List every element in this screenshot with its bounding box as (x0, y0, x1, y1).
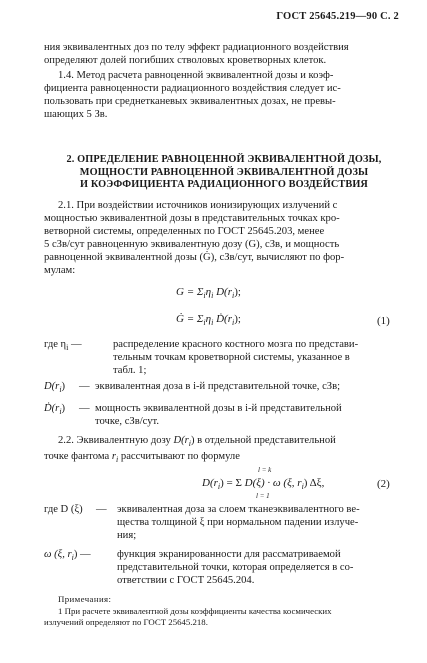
notes-title: Примечания: (58, 594, 112, 604)
formula-g: $G = \Sigma_i\eta_i$ $D(r_i)$; (176, 286, 241, 301)
page-header: ГОСТ 25645.219—90 С. 2 (276, 11, 399, 22)
paragraph-2-2-line2: точке фантома $r_i$ рассчитывают по формуле (44, 451, 240, 465)
d-dot-term: $Ḋ(r_i)$ (44, 403, 66, 417)
formula-dose: $D(r_i) = \Sigma$ D(ξ) · ω (ξ, $r_i$) Δξ, (202, 477, 325, 492)
text-line: 1.4. Метод расчета равноценной эквивалентной дозы и коэф- (58, 70, 334, 81)
sum-lower-limit: l = 1 (256, 492, 270, 500)
heading-line: МОЩНОСТИ РАВНОЦЕННОЙ ЭКВИВАЛЕНТНОЙ ДОЗЫ (79, 166, 369, 178)
text-line: 2.1. При воздействии источников ионизирующих излучений с (58, 200, 338, 211)
text-line: пользовать при среднетканевых эквивалентных дозах, не превы- (44, 96, 336, 108)
paragraph-1-4 (44, 69, 399, 121)
d-xi-dash: — (96, 504, 107, 515)
note-1-line1: 1 При расчете эквивалентной дозы коэффициенты качества космических (58, 606, 332, 616)
d-dot-definition: мощность эквивалентной дозы в i-й представительной точке, сЗв/сут. (95, 403, 342, 427)
text-line: 5 сЗв/сут равноценную эквивалентную дозу (G), сЗв, и мощность (44, 239, 340, 251)
eta-term: где $\eta_i$ — (44, 339, 82, 353)
d-definition: эквивалентная доза в i-й представительной точке, сЗв; (95, 381, 341, 392)
text-line: мулам: (44, 265, 76, 277)
omega-definition: функция экранированности для рассматриваемой представительной точки, которая определяется в со- ответствии с ГОСТ 25645.204. (117, 549, 354, 586)
equation-number-2: (2) (377, 478, 390, 490)
text-line: мощностью эквивалентной дозы в представительных точках кро- (44, 213, 340, 225)
eta-definition: распределение красного костного мозга по представи- тельным точкам кроветворной системы, указанное в табл. 1; (113, 339, 359, 376)
note-1-line2: излучений определяют по ГОСТ 25645.218. (44, 617, 208, 627)
d-xi-term: где D (ξ) (44, 504, 83, 515)
sum-upper-limit: l = k (258, 466, 272, 474)
equation-number-1: (1) (377, 315, 390, 327)
text-line: шающих 5 Зв. (44, 109, 108, 121)
intro-paragraph (44, 41, 399, 67)
paragraph-2-2-line1: 2.2. Эквивалентную дозу $D(r_i)$ в отдельной представительной (58, 435, 336, 449)
omega-term: ω (ξ, $r_i$) — (44, 549, 91, 563)
heading-line: И КОЭФФИЦИЕНТА РАДИАЦИОННОГО ВОЗДЕЙСТВИЯ (80, 179, 368, 191)
d-dash: — (79, 381, 90, 392)
d-xi-definition: эквивалентная доза за слоем тканеэквивалентного ве- щества толщиной ξ при нормальном падении излуче- ния; (117, 504, 360, 541)
d-dot-dash: — (79, 403, 90, 414)
text-line: ния эквивалентных доз по телу эффект радиационного воздействия (44, 42, 349, 53)
text-line: ветворной системы, определенных по ГОСТ 25645.203, менее (44, 226, 325, 238)
text-line: фициента равноценности радиационного воздействия следует ис- (44, 83, 341, 95)
text-line: определяют долей погибших стволовых кроветворных клеток. (44, 55, 327, 67)
d-term: $D(r_i)$ (44, 381, 66, 395)
heading-line: 2. ОПРЕДЕЛЕНИЕ РАВНОЦЕННОЙ ЭКВИВАЛЕНТНОЙ ДОЗЫ, (66, 154, 382, 165)
text-line: равноценной эквивалентной дозы (Ġ), сЗв/сут, вычисляют по фор- (44, 252, 345, 264)
section-heading (44, 154, 404, 192)
formula-g-dot: Ġ = $\Sigma_i\eta_i$ $Ḋ(r_i)$; (176, 313, 241, 328)
paragraph-2-1 (44, 199, 399, 278)
